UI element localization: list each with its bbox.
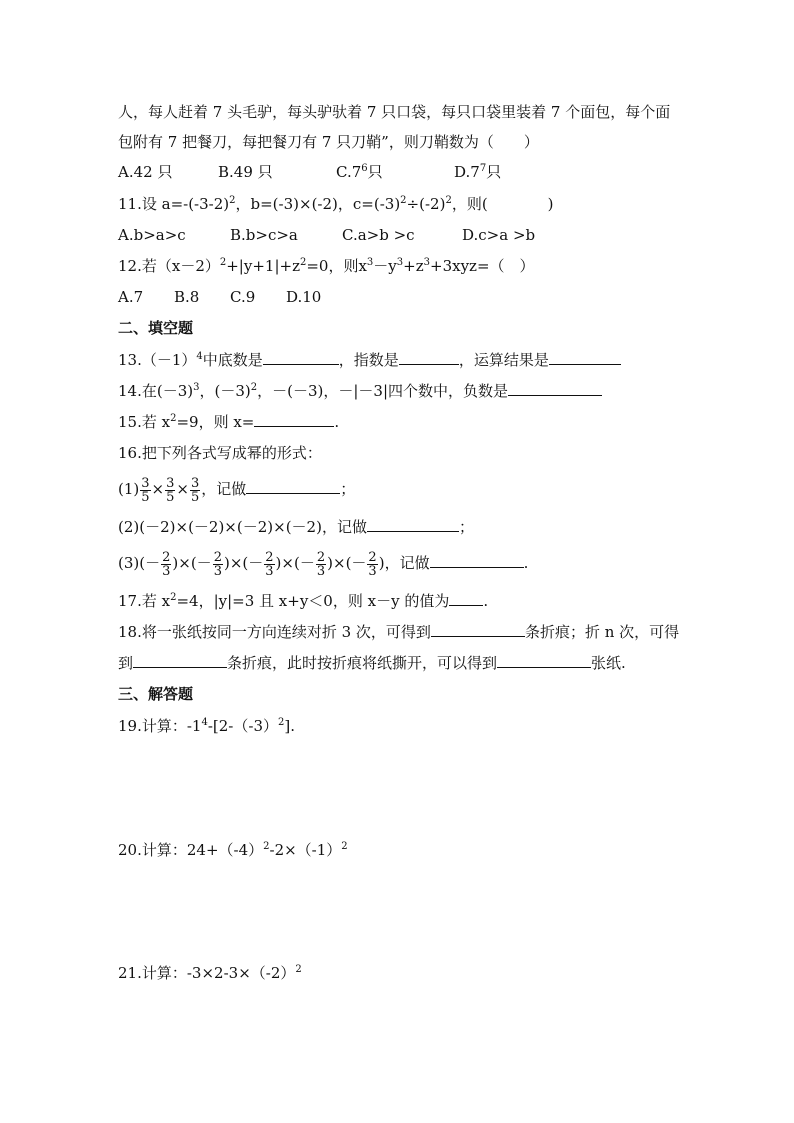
- fraction: $\frac{2}{3}$: [265, 549, 274, 579]
- q17: 17.若 $x^2=4$，|y|=3 且 x+y＜0，则 x－y 的值为 .: [118, 592, 489, 610]
- q10-line1: 人，每人赶着 7 头毛驴，每头驴驮着 7 只口袋，每只口袋里装着 7 个面包，每个面: [118, 103, 671, 121]
- fraction: $\frac{2}{3}$: [368, 549, 377, 579]
- fraction: $\frac{2}{3}$: [213, 549, 222, 579]
- answer-blank[interactable]: [254, 411, 334, 427]
- q12-option-b: B.8: [174, 288, 200, 306]
- q16-stem: 16.把下列各式写成幂的形式：: [118, 444, 322, 462]
- q12-stem: 12.若$(x-2)^2+|y+1|+z^2=0$，则$x^3-y^3+z^3+3xyz=$（ ）: [118, 257, 535, 275]
- answer-blank[interactable]: [367, 516, 459, 532]
- q11-option-c: C.a>b >c: [342, 226, 415, 244]
- q10-option-c: $C.7^6$只: [336, 163, 383, 181]
- answer-blank[interactable]: [263, 349, 339, 365]
- q18-line1: 18.将一张纸按同一方向连续对折 3 次，可得到 条折痕；折 n 次，可得: [118, 623, 680, 641]
- q16-part2: (2)(－2)×(－2)×(－2)×(－2)，记做 ；: [118, 518, 474, 536]
- q11-option-a: A.b>a>c: [118, 226, 186, 244]
- q15: 15.若 $x^2=9$，则 x= .: [118, 413, 340, 431]
- q14: 14.在$(-3)^3$，$(-3)^2$，－(－3)，－|－3|四个数中，负数是: [118, 380, 602, 402]
- q16-part1: (1) $\frac{3}{5}$ × $\frac{3}{5}$ × $\frac{3}{5}$ ，记做 ；: [118, 475, 356, 505]
- q12-option-a: A.7: [118, 288, 144, 306]
- fraction: $\frac{2}{3}$: [162, 549, 171, 579]
- q18-line2: 到 条折痕，此时按折痕将纸撕开，可以得到 张纸.: [118, 654, 626, 672]
- answer-blank[interactable]: [430, 552, 524, 568]
- q12-option-d: D.10: [286, 288, 322, 306]
- q13: $13.(-1)^4$中底数是 ，指数是 ，运算结果是: [118, 349, 621, 371]
- answer-blank[interactable]: [508, 380, 602, 396]
- answer-blank[interactable]: [497, 652, 591, 668]
- section-solve-heading: 三、解答题: [118, 685, 194, 703]
- answer-blank[interactable]: [549, 349, 621, 365]
- fraction: $\frac{3}{5}$: [190, 475, 200, 505]
- q19: 19.计算：$-1^4-[2-(-3)^2]$.: [118, 717, 295, 735]
- fraction: $\frac{3}{5}$: [141, 475, 150, 505]
- q16-part3: (3)(－ $\frac{2}{3}$ )×(－ $\frac{2}{3}$ )×(－ $\frac{2}{3}$ )×(－ $\frac{2}{3}$ )×(－ $\frac{2}{3}$ )，记做 .: [118, 549, 529, 579]
- answer-blank[interactable]: [449, 590, 483, 606]
- q20: 20.计算：$24+(-4)^2-2\times(-1)^2$: [118, 841, 348, 859]
- q11-option-b: B.b>c>a: [230, 226, 298, 244]
- answer-blank[interactable]: [431, 621, 525, 637]
- q11-option-d: D.c>a >b: [462, 226, 536, 244]
- answer-blank[interactable]: [133, 652, 227, 668]
- q21: 21.计算：$-3\times 2-3\times(-2)^2$: [118, 964, 302, 982]
- q10-option-a: A.42 只: [118, 163, 173, 181]
- q12-option-c: C.9: [230, 288, 256, 306]
- q12-options: [118, 286, 321, 308]
- q10-options: [118, 161, 501, 183]
- answer-blank[interactable]: [399, 349, 459, 365]
- q11-stem: 11.设 $a=-(-3-2)^2$，b=(-3)×(-2)，$c=(-3)^2\div(-2)^2$，则( ): [118, 195, 554, 213]
- fraction: $\frac{3}{5}$: [166, 475, 175, 505]
- section-fill-in-heading: 二、填空题: [118, 319, 194, 337]
- answer-blank[interactable]: [246, 478, 340, 494]
- q11-options: [118, 224, 535, 246]
- q10-option-b: B.49 只: [218, 163, 273, 181]
- q10-option-d: $D.7^7$只: [454, 163, 502, 181]
- fraction: $\frac{2}{3}$: [316, 549, 326, 579]
- q10-line2: 包附有 7 把餐刀，每把餐刀有 7 只刀鞘”，则刀鞘数为（ ）: [118, 133, 539, 151]
